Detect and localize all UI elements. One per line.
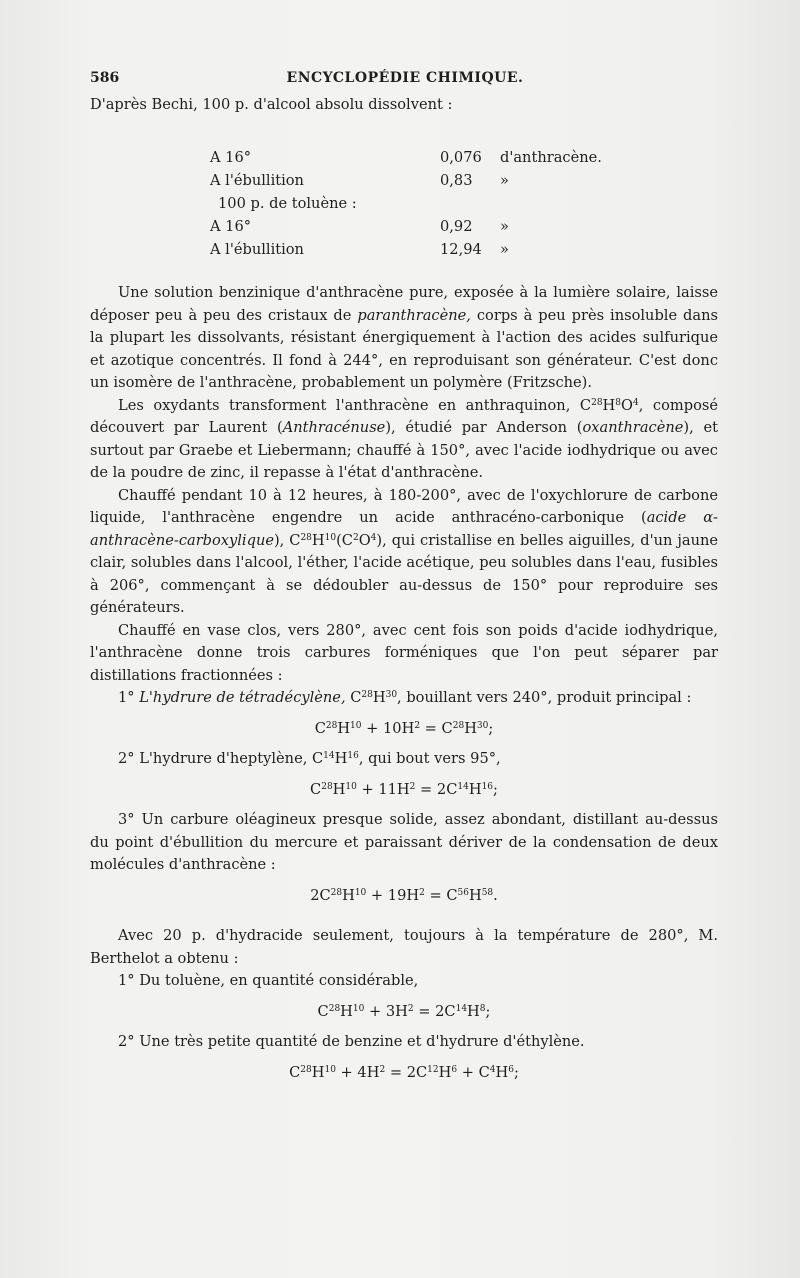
table-subhead: 100 p. de toluène : <box>218 195 357 212</box>
equation-2: $C^{28}H^{10} + 11H^2 = 2C^{14}H^{16}$; <box>310 780 498 798</box>
value: 0,92 <box>440 218 473 235</box>
value: 0,83 <box>440 172 473 189</box>
condition: A l'ébullition <box>210 241 304 258</box>
solubility-table <box>210 147 630 262</box>
unit: » <box>500 241 509 258</box>
table-row <box>210 239 630 262</box>
equation-5: $C^{28}H^{10} + 4H^2 = 2C^{12}H^6 + C^4H^6$; <box>289 1063 519 1081</box>
equation-3: $2C^{28}H^{10} + 19H^2 = C^{56}H^{58}$. <box>310 886 498 904</box>
table-row <box>210 147 630 170</box>
value: 12,94 <box>440 241 482 258</box>
condition: A 16° <box>210 149 252 166</box>
intro-line <box>90 94 718 117</box>
table-row <box>210 170 630 193</box>
intro-text: D'après Bechi, 100 p. d'alcool absolu dissolvent : <box>90 96 453 113</box>
table-subhead-row <box>210 193 630 216</box>
condition: A 16° <box>210 218 252 235</box>
list-item-3: 3° Un carbure oléagineux presque solide, assez abondant, distillant au-dessus du point d'ébullition du mercure et paraissant dériver de la condensation de deux molécules d'anthracène : <box>90 811 718 873</box>
paragraph-paranthracene: Une solution benzinique d'anthracène pure, exposée à la lumière solaire, laisse déposer peu à peu des cristaux de paranthracène, corps à peu près insoluble dans la plupart les dissolvants, résistant énergiquement à l'action des acides sulfurique et azotique concentrés. Il fond à 244°, en reproduisant son générateur. C'est donc un isomère de l'anthracène, probablement un polymère (Fritzsche). <box>90 284 718 391</box>
table-row <box>210 216 630 239</box>
list-item-5: 2° Une très petite quantité de benzine et d'hydrure d'éthylène. <box>118 1033 585 1050</box>
list-item-1: 1° L'hydrure de tétradécylène, $C^{28}H^{30}$, bouillant vers 240°, produit principal : <box>118 689 692 706</box>
equation-4: $C^{28}H^{10} + 3H^2 = 2C^{14}H^8$; <box>317 1002 491 1020</box>
value: 0,076 <box>440 149 482 166</box>
list-item-4: 1° Du toluène, en quantité considérable, <box>118 972 419 989</box>
page-number: 586 <box>90 70 120 86</box>
unit: » <box>500 172 509 189</box>
condition: A l'ébullition <box>210 172 304 189</box>
paragraph-berthelot: Avec 20 p. d'hydracide seulement, toujours à la température de 280°, M. Berthelot a obtenu : <box>90 927 718 967</box>
unit: » <box>500 218 509 235</box>
list-item-2: 2° L'hydrure d'heptylène, $C^{14}H^{16}$, qui bout vers 95°, <box>118 750 501 767</box>
body-text <box>90 282 718 1092</box>
paragraph-oxychloride: Chauffé pendant 10 à 12 heures, à 180-200°, avec de l'oxychlorure de carbone liquide, l'anthracène engendre un acide anthracéno-carbonique (acide α-anthracène-carboxylique), $C^{28}H^{10}(C^2O^4)$, qui cristallise en belles aiguilles, d'un jaune clair, solubles dans l'alcool, l'éther, l'acide acétique, peu solubles dans l'eau, fusibles à 206°, commençant à se dédoubler au-dessus de 150° pour reproduire ses générateurs. <box>90 486 718 616</box>
paragraph-closed-vessel: Chauffé en vase clos, vers 280°, avec cent fois son poids d'acide iodhydrique, l'anthracène donne trois carbures forméniques que l'on peut séparer par distillations fractionnées : <box>90 621 718 684</box>
equation-1: $C^{28}H^{10} + 10H^2 = C^{28}H^{30}$; <box>314 719 494 737</box>
page-header <box>90 70 720 92</box>
spacer <box>90 915 718 925</box>
running-head: ENCYCLOPÉDIE CHIMIQUE. <box>286 70 524 86</box>
paragraph-oxidants: Les oxydants transforment l'anthracène en anthraquinon, $C^{28}H^8O^4$, composé découvert par Laurent (Anthracénuse), étudié par Anderson (oxanthracène), et surtout par Graebe et Liebermann; chauffé à 150°, avec l'acide iodhydrique ou avec de la poudre de zinc, il repasse à l'état d'anthracène. <box>90 396 718 481</box>
unit: d'anthracène. <box>500 149 602 166</box>
